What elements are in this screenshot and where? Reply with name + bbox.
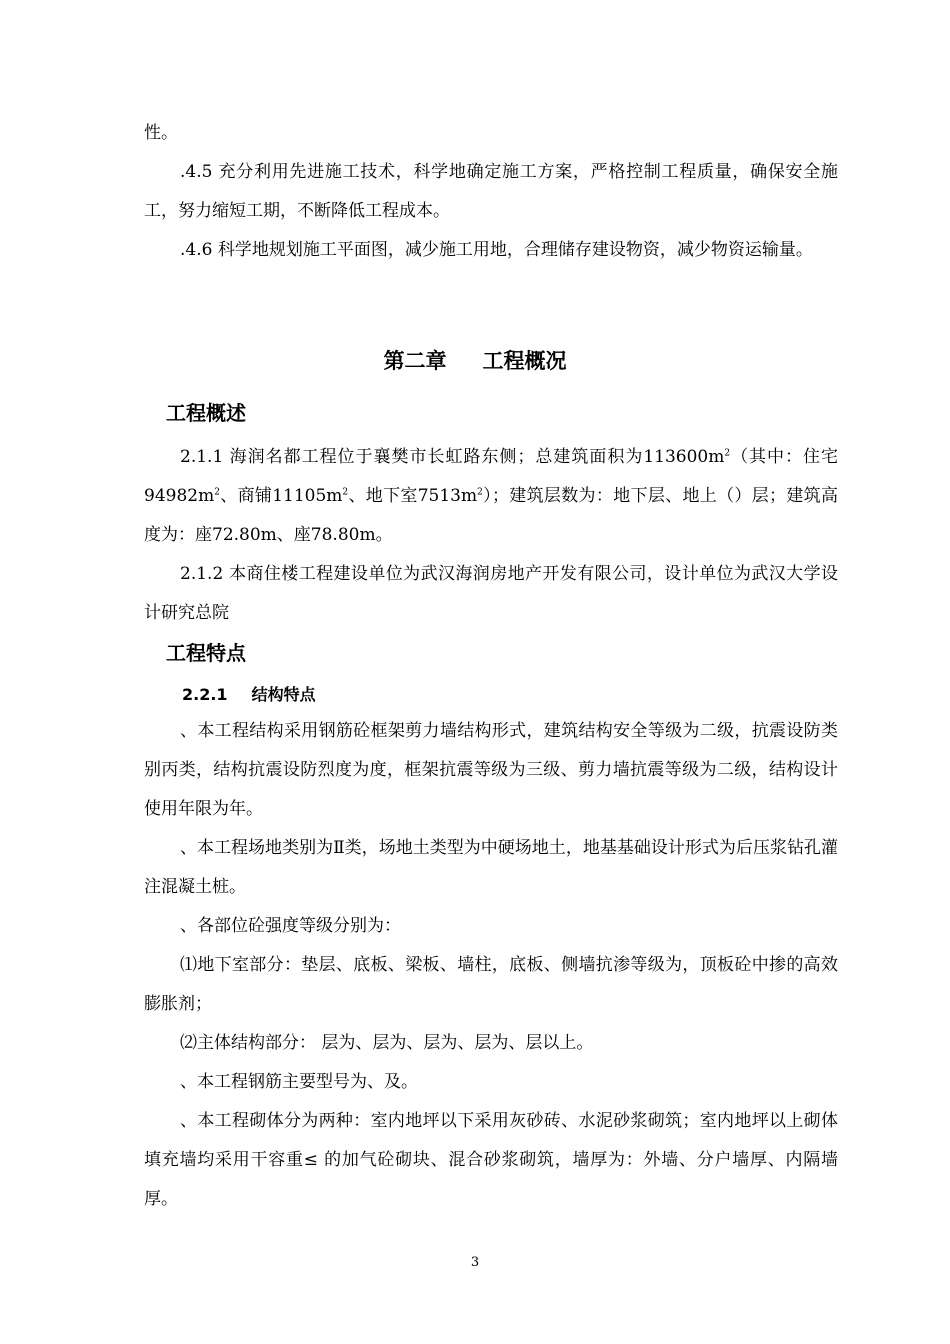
paragraph-site-class: 、本工程场地类别为Ⅱ类，场地土类型为中硬场地土，地基基础设计形式为后压浆钻孔灌注混凝土桩。 [144,838,838,897]
section-heading-features: 工程特点 [166,641,246,665]
paragraph-4-5: .4.5 充分利用先进施工技术，科学地确定施工方案，严格控制工程质量，确保安全施工，努力缩短工期，不断降低工程成本。 [144,162,838,221]
subsection-heading [182,682,316,705]
paragraph-main-structure: ⑵主体结构部分： 层为、层为、层为、层为、层以上。 [180,1033,594,1053]
paragraph-2-1-2: 2.1.2 本商住楼工程建设单位为武汉海润房地产开发有限公司，设计单位为武汉大学设计研究总院 [144,564,838,623]
paragraph-concrete-grades: 、各部位砼强度等级分别为： [180,916,401,936]
paragraph-4-6: .4.6 科学地规划施工平面图，减少施工用地，合理储存建设物资，减少物资运输量。 [180,240,813,260]
paragraph-2-1-1: 2.1.1 海润名都工程位于襄樊市长虹路东侧；总建筑面积为$113600m^2$（其中：住宅$94982m^2$、商铺$11105m^2$、地下室$7513m^2$）；建筑层数为：地下层、地上（）层；建筑高度为：座72.80m、座78.80m。 [144,447,838,545]
paragraph-structure-form: 、本工程结构采用钢筋砼框架剪力墙结构形式，建筑结构安全等级为二级，抗震设防类别丙类，结构抗震设防烈度为度，框架抗震等级为三级、剪力墙抗震等级为二级，结构设计使用年限为年。 [144,721,838,819]
paragraph-continuation: 性。 [144,123,178,143]
paragraph-masonry: 、本工程砌体分为两种：室内地坪以下采用灰砂砖、水泥砂浆砌筑；室内地坪以上砌体填充墙均采用干容重≤ 的加气砼砌块、混合砂浆砌筑，墙厚为：外墙、分户墙厚、内隔墙厚。 [144,1111,838,1209]
chapter-title: 工程概况 [482,349,567,373]
section-heading-overview: 工程概述 [166,401,246,425]
subsection-title: 结构特点 [251,685,316,704]
paragraph-basement: ⑴地下室部分：垫层、底板、梁板、墙柱，底板、侧墙抗渗等级为，顶板砼中掺的高效膨胀剂； [144,955,838,1014]
subsection-number: 2.2.1 [182,685,228,704]
chapter-number: 第二章 [383,349,447,373]
paragraph-rebar: 、本工程钢筋主要型号为、及。 [180,1072,418,1092]
chapter-heading [0,345,950,375]
page-number: 3 [470,1255,480,1270]
